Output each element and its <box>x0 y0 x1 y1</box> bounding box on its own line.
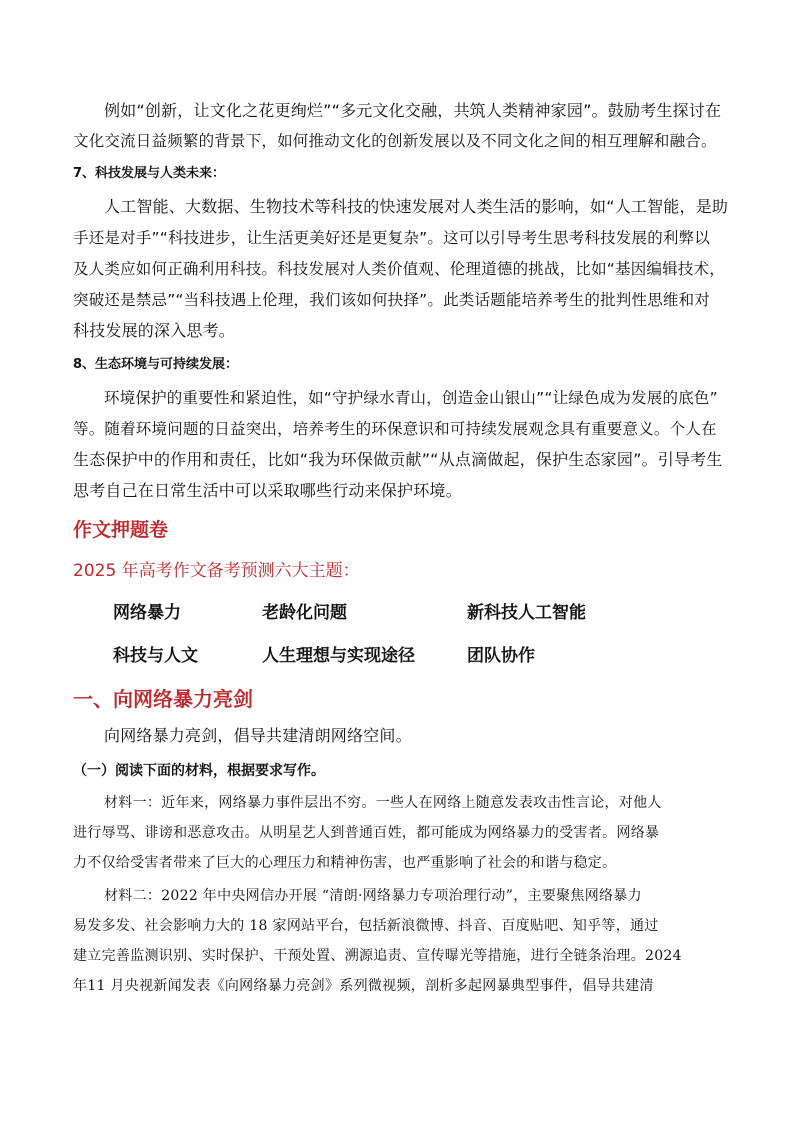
theme-item: 网络暴力 <box>113 603 181 623</box>
topic-8-heading: 8、生态环境与可持续发展： <box>73 357 239 372</box>
paragraph-line: 文化交流日益频繁的背景下，如何推动文化的创新发展以及不同文化之间的相互理解和融合。 <box>73 132 717 150</box>
section-title: 作文押题卷 <box>73 519 169 541</box>
theme-item: 科技与人文 <box>113 646 198 666</box>
paragraph-line: 思考自己在日常生活中可以采取哪些行动来保护环境。 <box>73 481 462 500</box>
section-1-intro: 向网络暴力亮剑，倡导共建清朗网络空间。 <box>104 726 412 745</box>
paragraph-line: 人工智能、大数据、生物技术等科技的快速发展对人类生活的影响，如“人工智能，是助 <box>104 197 729 216</box>
paragraph-line: 生态保护中的作用和责任，比如“我为环保做贡献”“从点滴做起，保护生态家园”。引导考生 <box>73 450 723 469</box>
paragraph-line: 手还是对手”“科技进步，让生活更美好还是更复杂”。这可以引导考生思考科技发展的利弊以 <box>73 229 710 247</box>
theme-item: 人生理想与实现途径 <box>262 646 415 666</box>
material-line: 进行辱骂、诽谤和恶意攻击。从明星艺人到普通百姓，都可能成为网络暴力的受害者。网络暴 <box>73 825 660 841</box>
section-subtitle: 2025 年高考作文备考预测六大主题： <box>73 561 360 581</box>
material-line: 材料一：近年来，网络暴力事件层出不穷。一些人在网络上随意发表攻击性言论，对他人 <box>104 795 662 811</box>
section-1-title: 一、向网络暴力亮剑 <box>73 687 253 711</box>
paragraph-line: 例如“创新，让文化之花更绚烂”“多元文化交融，共筑人类精神家园”。鼓励考生探讨在 <box>104 101 722 120</box>
material-line: 易发多发、社会影响力大的 18 家网站平台，包括新浪微博、抖音、百度贴吧、知乎等，通过 <box>73 918 659 934</box>
task-heading: （一）阅读下面的材料，根据要求写作。 <box>73 763 325 779</box>
topic-7-heading: 7、科技发展与人类未来： <box>73 166 226 181</box>
material-line: 力不仅给受害者带来了巨大的心理压力和精神伤害，也严重影响了社会的和谐与稳定。 <box>73 855 617 871</box>
paragraph-line: 等。随着环境问题的日益突出，培养考生的环保意识和可持续发展观念具有重要意义。个人在 <box>73 420 717 438</box>
paragraph-line: 突破还是禁忌”“当科技遇上伦理，我们该如何抉择”。此类话题能培养考生的批判性思维和对 <box>73 291 710 309</box>
paragraph-line: 科技发展的深入思考。 <box>73 321 236 340</box>
paragraph-line: 环境保护的重要性和紧迫性，如“守护绿水青山，创造金山银山”“让绿色成为发展的底色” <box>104 389 718 407</box>
theme-item: 团队协作 <box>467 646 535 666</box>
theme-item: 老龄化问题 <box>262 603 347 623</box>
paragraph-line: 及人类应如何正确利用科技。科技发展对人类价值观、伦理道德的挑战，比如“基因编辑技术， <box>73 260 725 278</box>
theme-item: 新科技人工智能 <box>467 603 586 623</box>
material-line: 材料二：2022 年中央网信办开展 “清朗·网络暴力专项治理行动”，主要聚焦网络暴力 <box>104 888 642 904</box>
material-line: 年11 月央视新闻发表《向网络暴力亮剑》系列微视频，剖析多起网暴典型事件，倡导共建清 <box>73 978 654 994</box>
material-line: 建立完善监测识别、实时保护、干预处置、溯源追责、宣传曝光等措施，进行全链条治理。2024 <box>73 948 682 964</box>
